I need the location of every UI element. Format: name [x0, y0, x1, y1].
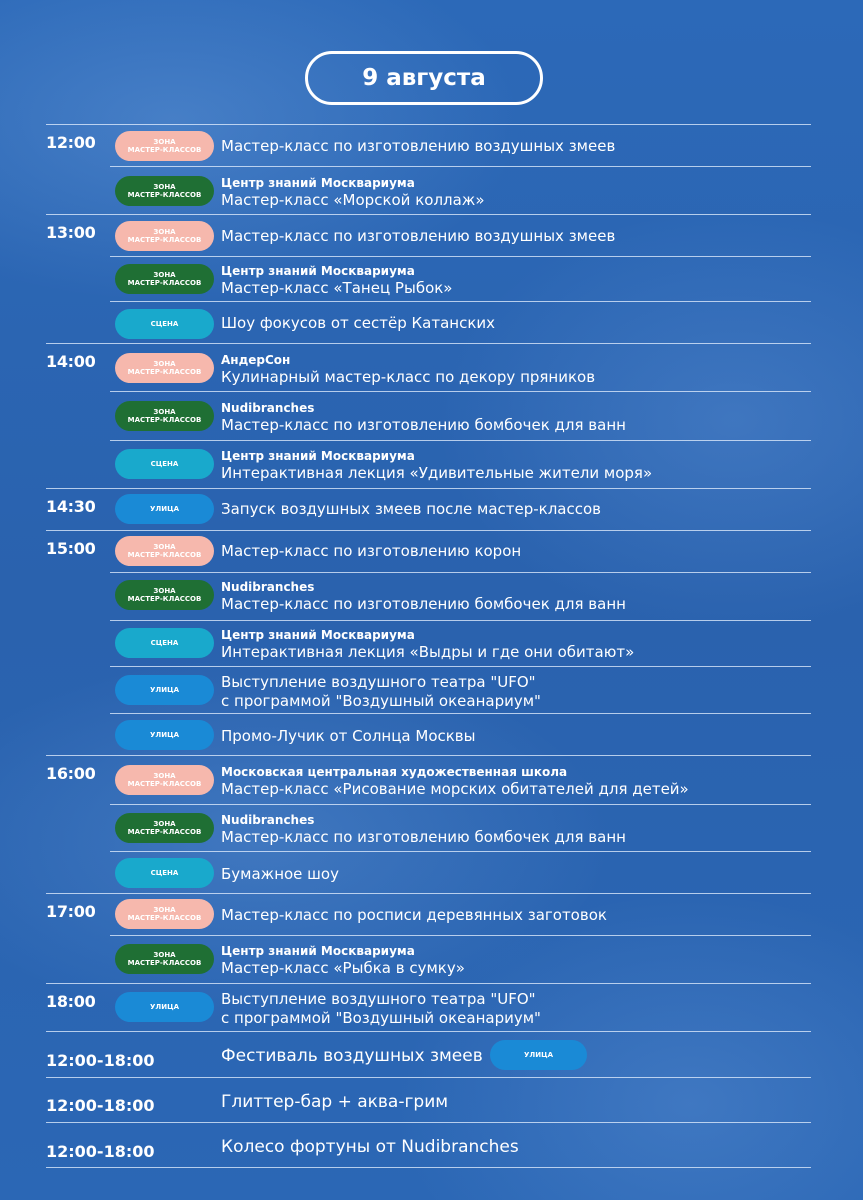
badge-label: ЗОНА: [153, 543, 176, 551]
divider: [110, 620, 811, 621]
divider: [46, 124, 811, 125]
divider: [46, 214, 811, 215]
divider: [46, 893, 811, 894]
event-title: Мастер-класс по изготовлению бомбочек для ванн: [221, 595, 626, 613]
zone-badge[interactable]: [115, 264, 214, 294]
event-org: Центр знаний Москвариума: [221, 449, 415, 463]
event-title: Выступление воздушного театра "UFO": [221, 673, 536, 691]
event-item: [221, 943, 811, 978]
divider: [110, 851, 811, 852]
zone-badge[interactable]: [115, 536, 214, 566]
event-item: [221, 627, 811, 662]
event-item: [221, 990, 811, 1028]
badge-label: УЛИЦА: [150, 505, 179, 513]
all-day-event: Глиттер-бар + аква-грим: [221, 1092, 449, 1112]
time-label: 17:00: [46, 902, 96, 921]
event-item: [221, 764, 811, 799]
zone-badge[interactable]: [115, 944, 214, 974]
event-title: Мастер-класс «Танец Рыбок»: [221, 279, 453, 297]
zone-badge[interactable]: [115, 899, 214, 929]
event-item: [221, 227, 811, 246]
zone-badge[interactable]: [115, 765, 214, 795]
event-item: [221, 812, 811, 847]
divider: [110, 166, 811, 167]
event-subtitle: с программой "Воздушный океанариум": [221, 1009, 541, 1027]
zone-badge[interactable]: [115, 221, 214, 251]
divider: [110, 301, 811, 302]
street-badge[interactable]: [115, 675, 214, 705]
divider: [110, 440, 811, 441]
badge-label: ЗОНА: [153, 951, 176, 959]
stage-badge[interactable]: [115, 449, 214, 479]
time-label: 18:00: [46, 992, 96, 1011]
badge-label: ЗОНА: [153, 271, 176, 279]
stage-badge[interactable]: [115, 309, 214, 339]
divider: [110, 572, 811, 573]
badge-label: УЛИЦА: [524, 1051, 553, 1059]
divider: [46, 1122, 811, 1123]
event-title: Мастер-класс по росписи деревянных заготовок: [221, 906, 607, 924]
time-label: 16:00: [46, 764, 96, 783]
divider: [46, 343, 811, 344]
badge-label: ЗОНА: [153, 408, 176, 416]
event-item: [221, 448, 811, 483]
event-item: [221, 400, 811, 435]
event-item: [221, 865, 811, 884]
event-item: [221, 906, 811, 925]
badge-label: ЗОНА: [153, 228, 176, 236]
event-subtitle: с программой "Воздушный океанариум": [221, 692, 541, 710]
event-title: Мастер-класс «Морской коллаж»: [221, 191, 485, 209]
badge-label: УЛИЦА: [150, 1003, 179, 1011]
event-title: Выступление воздушного театра "UFO": [221, 990, 536, 1008]
divider: [46, 1031, 811, 1032]
street-badge[interactable]: [115, 992, 214, 1022]
badge-label: МАСТЕР-КЛАССОВ: [127, 279, 202, 287]
zone-badge[interactable]: [115, 401, 214, 431]
badge-label: СЦЕНА: [150, 320, 179, 328]
event-title: Бумажное шоу: [221, 865, 339, 883]
badge-label: МАСТЕР-КЛАССОВ: [127, 416, 202, 424]
event-org: Центр знаний Москвариума: [221, 264, 415, 278]
time-label: 13:00: [46, 223, 96, 242]
divider: [110, 666, 811, 667]
event-title: Мастер-класс по изготовлению бомбочек для ванн: [221, 416, 626, 434]
event-item: [221, 314, 811, 333]
event-org: Центр знаний Москвариума: [221, 944, 415, 958]
event-title: Мастер-класс по изготовлению корон: [221, 542, 522, 560]
event-item: [221, 673, 811, 711]
event-title: Шоу фокусов от сестёр Катанских: [221, 314, 496, 332]
badge-label: МАСТЕР-КЛАССОВ: [127, 368, 202, 376]
badge-label: ЗОНА: [153, 906, 176, 914]
event-title: Мастер-класс «Рыбка в сумку»: [221, 959, 465, 977]
event-item: [221, 175, 811, 210]
all-day-time: 12:00-18:00: [46, 1096, 155, 1115]
badge-label: ЗОНА: [153, 360, 176, 368]
badge-label: МАСТЕР-КЛАССОВ: [127, 146, 202, 154]
all-day-time: 12:00-18:00: [46, 1142, 155, 1161]
event-org: Nudibranches: [221, 813, 315, 827]
badge-label: МАСТЕР-КЛАССОВ: [127, 236, 202, 244]
date-title: 9 августа: [305, 51, 543, 105]
badge-label: МАСТЕР-КЛАССОВ: [127, 551, 202, 559]
badge-label: ЗОНА: [153, 183, 176, 191]
divider: [46, 488, 811, 489]
badge-label: МАСТЕР-КЛАССОВ: [127, 191, 202, 199]
event-title: Мастер-класс по изготовлению бомбочек для ванн: [221, 828, 626, 846]
divider: [110, 935, 811, 936]
event-item: [221, 579, 811, 614]
zone-badge[interactable]: [115, 176, 214, 206]
badge-label: МАСТЕР-КЛАССОВ: [127, 914, 202, 922]
badge-label: СЦЕНА: [150, 639, 179, 647]
event-org: Московская центральная художественная школа: [221, 765, 568, 779]
street-badge[interactable]: [490, 1040, 587, 1070]
badge-label: УЛИЦА: [150, 731, 179, 739]
event-org: Nudibranches: [221, 580, 315, 594]
event-org: Центр знаний Москвариума: [221, 628, 415, 642]
badge-label: УЛИЦА: [150, 686, 179, 694]
zone-badge[interactable]: [115, 580, 214, 610]
badge-label: ЗОНА: [153, 587, 176, 595]
event-org: АндерСон: [221, 353, 291, 367]
event-item: [221, 263, 811, 298]
zone-badge[interactable]: [115, 813, 214, 843]
event-item: [221, 137, 811, 156]
event-title: Промо-Лучик от Солнца Москвы: [221, 727, 476, 745]
time-label: 12:00: [46, 133, 96, 152]
badge-label: МАСТЕР-КЛАССОВ: [127, 595, 202, 603]
badge-label: ЗОНА: [153, 138, 176, 146]
time-label: 15:00: [46, 539, 96, 558]
badge-label: ЗОНА: [153, 820, 176, 828]
badge-label: СЦЕНА: [150, 460, 179, 468]
divider: [46, 1167, 811, 1168]
time-label: 14:30: [46, 497, 96, 516]
street-badge[interactable]: [115, 494, 214, 524]
zone-badge[interactable]: [115, 131, 214, 161]
event-item: [221, 542, 811, 561]
event-org: Nudibranches: [221, 401, 315, 415]
event-item: [221, 352, 811, 387]
divider: [110, 256, 811, 257]
all-day-event: Фестиваль воздушных змеев: [221, 1046, 483, 1066]
badge-label: ЗОНА: [153, 772, 176, 780]
event-item: [221, 500, 811, 519]
badge-label: МАСТЕР-КЛАССОВ: [127, 828, 202, 836]
divider: [46, 755, 811, 756]
stage-badge[interactable]: [115, 628, 214, 658]
event-item: [221, 727, 811, 746]
badge-label: СЦЕНА: [150, 869, 179, 877]
event-title: Интерактивная лекция «Выдры и где они обитают»: [221, 643, 635, 661]
event-title: Мастер-класс «Рисование морских обитателей для детей»: [221, 780, 689, 798]
zone-badge[interactable]: [115, 353, 214, 383]
event-title: Кулинарный мастер-класс по декору пряников: [221, 368, 596, 386]
divider: [110, 804, 811, 805]
stage-badge[interactable]: [115, 858, 214, 888]
badge-label: МАСТЕР-КЛАССОВ: [127, 780, 202, 788]
all-day-event: Колесо фортуны от Nudibranches: [221, 1137, 519, 1157]
divider: [46, 983, 811, 984]
street-badge[interactable]: [115, 720, 214, 750]
time-label: 14:00: [46, 352, 96, 371]
event-title: Интерактивная лекция «Удивительные жители моря»: [221, 464, 653, 482]
event-title: Мастер-класс по изготовлению воздушных змеев: [221, 137, 616, 155]
divider: [110, 391, 811, 392]
event-org: Центр знаний Москвариума: [221, 176, 415, 190]
divider: [110, 713, 811, 714]
divider: [46, 1077, 811, 1078]
divider: [46, 530, 811, 531]
badge-label: МАСТЕР-КЛАССОВ: [127, 959, 202, 967]
event-title: Запуск воздушных змеев после мастер-классов: [221, 500, 602, 518]
all-day-time: 12:00-18:00: [46, 1051, 155, 1070]
event-title: Мастер-класс по изготовлению воздушных змеев: [221, 227, 616, 245]
